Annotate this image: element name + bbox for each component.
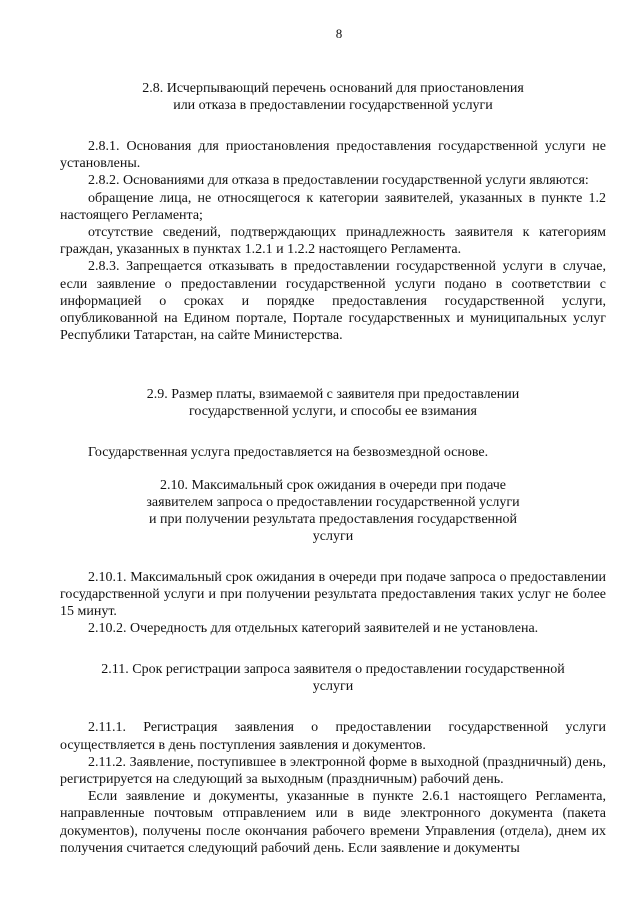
section-2-9 — [60, 386, 606, 461]
section-heading-2-8-line1: 2.8. Исчерпывающий перечень оснований для приостановления — [142, 81, 524, 96]
spacer — [60, 462, 606, 477]
section-heading-2-8-line2: или отказа в предоставлении государственной услуги — [173, 98, 493, 113]
paragraph-2-8-2: 2.8.2. Основаниями для отказа в предоставлении государственной услуги являются: — [88, 173, 589, 189]
paragraph-2-9-fee: Государственная услуга предоставляется на безвозмездной основе. — [88, 445, 489, 461]
section-heading-2-9-line2: государственной услуги, и способы ее взимания — [189, 404, 477, 420]
paragraph-2-8-3: 2.8.3. Запрещается отказывать в предоставлении государственной услуги в случае, если заявление о предоставлении государственной услуги подано в соответствии с информацией о сроках и порядке предоставления государственной услуги, опубликованной на Едином портале, Портале государственных и муниципальных услуг Республики Татарстан, на сайте Министерства. — [60, 259, 606, 344]
section-2-8 — [60, 80, 606, 344]
section-heading-2-10-line1: 2.10. Максимальный срок ожидания в очереди при подаче — [159, 477, 507, 493]
paragraph-2-11-3: Если заявление и документы, указанные в пункте 2.6.1 настоящего Регламента, направленные почтовым отправлением или в виде электронного документа (пакета документов), получены после окончания рабочего времени Управления (отдела), днем их получения считается следующий рабочий день. Если заявление и документы — [60, 789, 606, 856]
spacer — [60, 695, 606, 719]
paragraph-2-11-1: 2.11.1. Регистрация заявления о предоставлении государственной услуги осуществляется в день поступления заявления и документов. — [60, 720, 606, 753]
page-number: 8 — [335, 26, 343, 41]
paragraph-2-11-2: 2.11.2. Заявление, поступившее в электронной форме в выходной (праздничный) день, регистрируется на следующий за выходным (праздничным) рабочий день. — [60, 754, 606, 788]
paragraph-2-10-2: 2.10.2. Очередность для отдельных категорий заявителей и не установлена. — [88, 621, 539, 637]
spacer — [60, 545, 606, 569]
spacer — [60, 114, 606, 138]
section-heading-2-10-line4: услуги — [312, 528, 354, 544]
spacer — [60, 344, 606, 386]
section-heading-2-10-line2: заявителем запроса о предоставлении государственной услуги — [146, 494, 520, 510]
section-heading-2-9-line1: 2.9. Размер платы, взимаемой с заявителя при предоставлении — [146, 387, 520, 403]
section-heading-2-11-line1: 2.11. Срок регистрации запроса заявителя о предоставлении государственной — [101, 662, 565, 678]
section-heading-2-10-line3: и при получении результата предоставления государственной — [148, 511, 518, 527]
paragraph-refusal-reason-2: отсутствие сведений, подтверждающих принадлежность заявителя к категориям граждан, указанных в пунктах 1.2.1 и 1.2.2 настоящего Регламента. — [60, 225, 606, 258]
paragraph-refusal-reason-1: обращение лица, не относящегося к категории заявителей, указанных в пункте 1.2 настоящего Регламента; — [60, 190, 606, 223]
spacer — [60, 420, 606, 444]
section-2-11 — [60, 661, 606, 857]
spacer — [60, 637, 606, 661]
paragraph-2-8-1: 2.8.1. Основания для приостановления предоставления государственной услуги не установлены. — [60, 139, 606, 172]
section-2-10 — [60, 477, 606, 638]
section-heading-2-11-line2: услуги — [312, 679, 354, 695]
paragraph-2-10-1: 2.10.1. Максимальный срок ожидания в очереди при подаче запроса о предоставлении государственной услуги и при получении результата предоставления таких услуг не более 15 минут. — [60, 569, 606, 620]
